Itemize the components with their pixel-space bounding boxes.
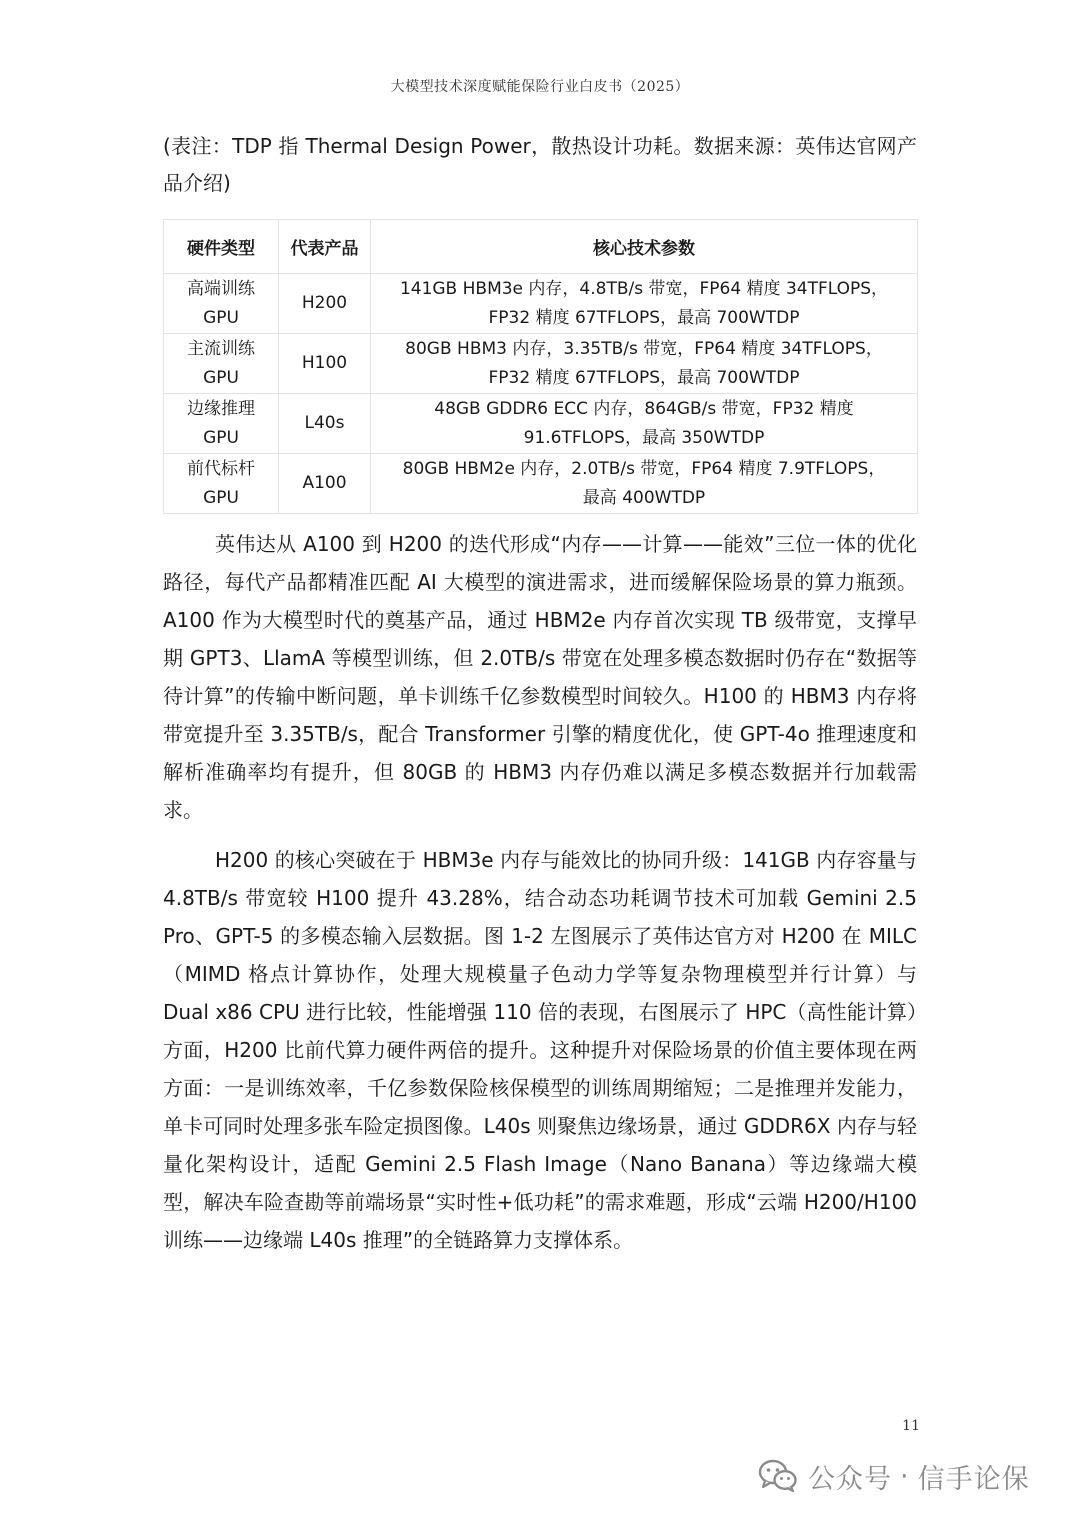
body-paragraph-2: H200 的核心突破在于 HBM3e 内存与能效比的协同升级：141GB 内存容量与 4.8TB/s 带宽较 H100 提升 43.28%，结合动态功耗调节技术可加载 Gemini 2.5 Pro、GPT-5 的多模态输入层数据。图 1-2 左图展示了英伟达官方对 H200 在 MILC（MIMD 格点计算协作，处理大规模量子色动力学等复杂物理模型并行计算）与 Dual x86 CPU 进行比较，性能增强 110 倍的表现，右图展示了 HPC（高性能计算）方面，H200 比前代算力硬件两倍的提升。这种提升对保险场景的价值主要体现在两方面：一是训练效率，千亿参数保险核保模型的训练周期缩短；二是推理并发能力，单卡可同时处理多张车险定损图像。L40s 则聚焦边缘场景，通过 GDDR6X 内存与轻量化架构设计，适配 Gemini 2.5 Flash Image（Nano Banana）等边缘端大模型，解决车险查勘等前端场景“实时性+低功耗”的需求难题，形成“云端 H200/H100 训练——边缘端 L40s 推理”的全链路算力支撑体系。	[163, 848, 917, 1252]
hardware-type-cell: 边缘推理 GPU	[164, 394, 279, 454]
watermark-separator: ·	[900, 1460, 910, 1492]
column-header-product: 代表产品	[279, 220, 371, 274]
params-cell: 141GB HBM3e 内存，4.8TB/s 带宽，FP64 精度 34TFLOPS， FP32 精度 67TFLOPS，最高 700WTDP	[371, 274, 918, 334]
hardware-type-cell: 主流训练 GPU	[164, 334, 279, 394]
table-row	[164, 454, 918, 514]
watermark-label: 公众号	[808, 1463, 892, 1495]
page-number: 11	[902, 1418, 920, 1434]
table-row	[164, 334, 918, 394]
gpu-spec-table	[163, 219, 918, 514]
table-row	[164, 394, 918, 454]
hardware-type-cell: 高端训练 GPU	[164, 274, 279, 334]
column-header-hardware-type: 硬件类型	[164, 220, 279, 274]
table-header-row	[164, 220, 918, 274]
params-cell: 80GB HBM3 内存，3.35TB/s 带宽，FP64 精度 34TFLOPS， FP32 精度 67TFLOPS，最高 700WTDP	[371, 334, 918, 394]
body-paragraph-1: 英伟达从 A100 到 H200 的迭代形成“内存——计算——能效”三位一体的优化路径，每代产品都精准匹配 AI 大模型的演进需求，进而缓解保险场景的算力瓶颈。A100 作为大模型时代的奠基产品，通过 HBM2e 内存首次实现 TB 级带宽，支撑早期 GPT3、LlamA 等模型训练，但 2.0TB/s 带宽在处理多模态数据时仍存在“数据等待计算”的传输中断问题，单卡训练千亿参数模型时间较久。H100 的 HBM3 内存将带宽提升至 3.35TB/s，配合 Transformer 引擎的精度优化，使 GPT-4o 推理速度和解析准确率均有提升，但 80GB 的 HBM3 内存仍难以满足多模态数据并行加载需求。	[163, 532, 917, 822]
product-cell: A100	[279, 454, 371, 514]
running-header: 大模型技术深度赋能保险行业白皮书（2025）	[390, 79, 690, 95]
product-cell: L40s	[279, 394, 371, 454]
wechat-icon	[758, 1459, 798, 1493]
params-cell: 80GB HBM2e 内存，2.0TB/s 带宽，FP64 精度 7.9TFLOPS， 最高 400WTDP	[371, 454, 918, 514]
column-header-params: 核心技术参数	[371, 220, 918, 274]
page-content	[163, 128, 917, 1259]
product-cell: H200	[279, 274, 371, 334]
table-note: (表注：TDP 指 Thermal Design Power，散热设计功耗。数据来源：英伟达官网产品介绍)	[163, 134, 917, 195]
table-row	[164, 274, 918, 334]
hardware-type-cell: 前代标杆 GPU	[164, 454, 279, 514]
watermark	[758, 1456, 1030, 1496]
params-cell: 48GB GDDR6 ECC 内存，864GB/s 带宽，FP32 精度 91.6TFLOPS，最高 350WTDP	[371, 394, 918, 454]
watermark-account: 信手论保	[917, 1463, 1030, 1495]
product-cell: H100	[279, 334, 371, 394]
